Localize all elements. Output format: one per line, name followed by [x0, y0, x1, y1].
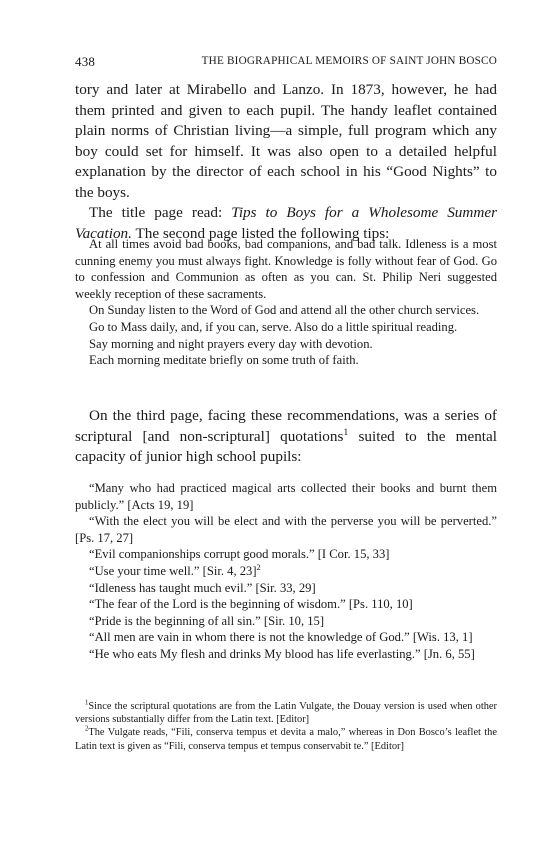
tip-item: Say morning and night prayers every day with devotion.	[89, 336, 373, 351]
quotation-item	[75, 646, 497, 663]
third-page-paragraph	[75, 406, 497, 468]
leaflet-title: Tips to Boys for a Wholesome Summer Vacation.	[75, 204, 497, 242]
quotation-text: “Use your time well.” [Sir. 4, 23]	[89, 563, 257, 578]
tip-item: Go to Mass daily, and, if you can, serve. Also do a little spiritual reading.	[89, 319, 458, 334]
footnote-ref-1: 1	[343, 426, 349, 438]
quotation-item	[75, 613, 497, 630]
footnote-text: The Vulgate reads, “Fili, conserva tempus et devita a malo,” whereas in Don Bosco’s leaflet the Latin text is given as “Fili, conserva tempus et tempus conservabit te.” [Editor]	[75, 727, 497, 752]
quotation-item	[75, 480, 497, 513]
footnote-text: Since the scriptural quotations are from the Latin Vulgate, the Douay version is used when other versions substantially differ from the Latin text. [Editor]	[75, 701, 497, 726]
page-number: 438	[75, 54, 96, 69]
quotations-list	[75, 480, 497, 663]
quotation-text: “The fear of the Lord is the beginning of wisdom.” [Ps. 110, 10]	[89, 597, 413, 612]
third-page-block	[75, 406, 497, 468]
intro-block	[75, 80, 497, 244]
footnote-ref-2: 2	[256, 562, 261, 572]
quotation-text: “He who eats My flesh and drinks My blood has life everlasting.” [Jn. 6, 55]	[89, 646, 475, 661]
footnote-1	[75, 700, 497, 726]
quotation-item	[75, 629, 497, 646]
tips-list	[75, 236, 497, 369]
quotation-text: “Evil companionships corrupt good morals.” [I Cor. 15, 33]	[89, 547, 390, 562]
quotation-text: “Idleness has taught much evil.” [Sir. 33, 29]	[89, 580, 316, 595]
quotation-item	[75, 580, 497, 597]
running-title: THE BIOGRAPHICAL MEMOIRS OF SAINT JOHN BOSCO	[201, 55, 497, 67]
title-paragraph-before: The title page read:	[89, 204, 232, 221]
footnotes	[75, 700, 497, 753]
tip-item: Each morning meditate briefly on some truth of faith.	[89, 353, 359, 368]
quotation-item	[75, 563, 497, 580]
third-page-before: On the third page, facing these recommendations, was a series of scriptural [and non-scriptural] quotations	[75, 407, 497, 445]
tip-item: On Sunday listen to the Word of God and attend all the other church services.	[89, 303, 480, 318]
title-paragraph-after: The second page listed the following tips:	[131, 224, 390, 242]
quotation-text: “Many who had practiced magical arts collected their books and burnt them publicly.” [Acts 19, 19]	[75, 481, 497, 512]
quotation-text: “Pride is the beginning of all sin.” [Sir. 10, 15]	[89, 613, 325, 628]
quotation-item	[75, 546, 497, 563]
tip-item: At all times avoid bad books, bad companions, and bad talk. Idleness is a most cunning enemy you must always fight. Knowledge is folly without fear of God. Go to confession and Communion as often as you can. St. Philip Neri suggested weekly reception of these sacraments.	[75, 237, 497, 301]
third-page-after: suited to the mental capacity of junior high school pupils:	[75, 427, 497, 465]
quotation-text: “All men are vain in whom there is not the knowledge of God.” [Wis. 13, 1]	[89, 630, 473, 645]
quotation-item	[75, 513, 497, 546]
quotation-text: “With the elect you will be elect and with the perverse you will be perverted.” [Ps. 17, 27]	[75, 514, 497, 545]
footnote-mark: 1	[85, 699, 89, 707]
footnote-2	[75, 726, 497, 752]
running-header	[75, 54, 497, 72]
footnote-mark: 2	[85, 725, 89, 733]
quotation-item	[75, 596, 497, 613]
intro-paragraph: tory and later at Mirabello and Lanzo. In 1873, however, he had them printed and given to each pupil. The handy leaflet contained plain norms of Christian living—a simple, full program which any boy could set for himself. It was also open to a detailed helpful explanation by the director of each school in his “Good Nights” to the boys.	[75, 81, 497, 201]
